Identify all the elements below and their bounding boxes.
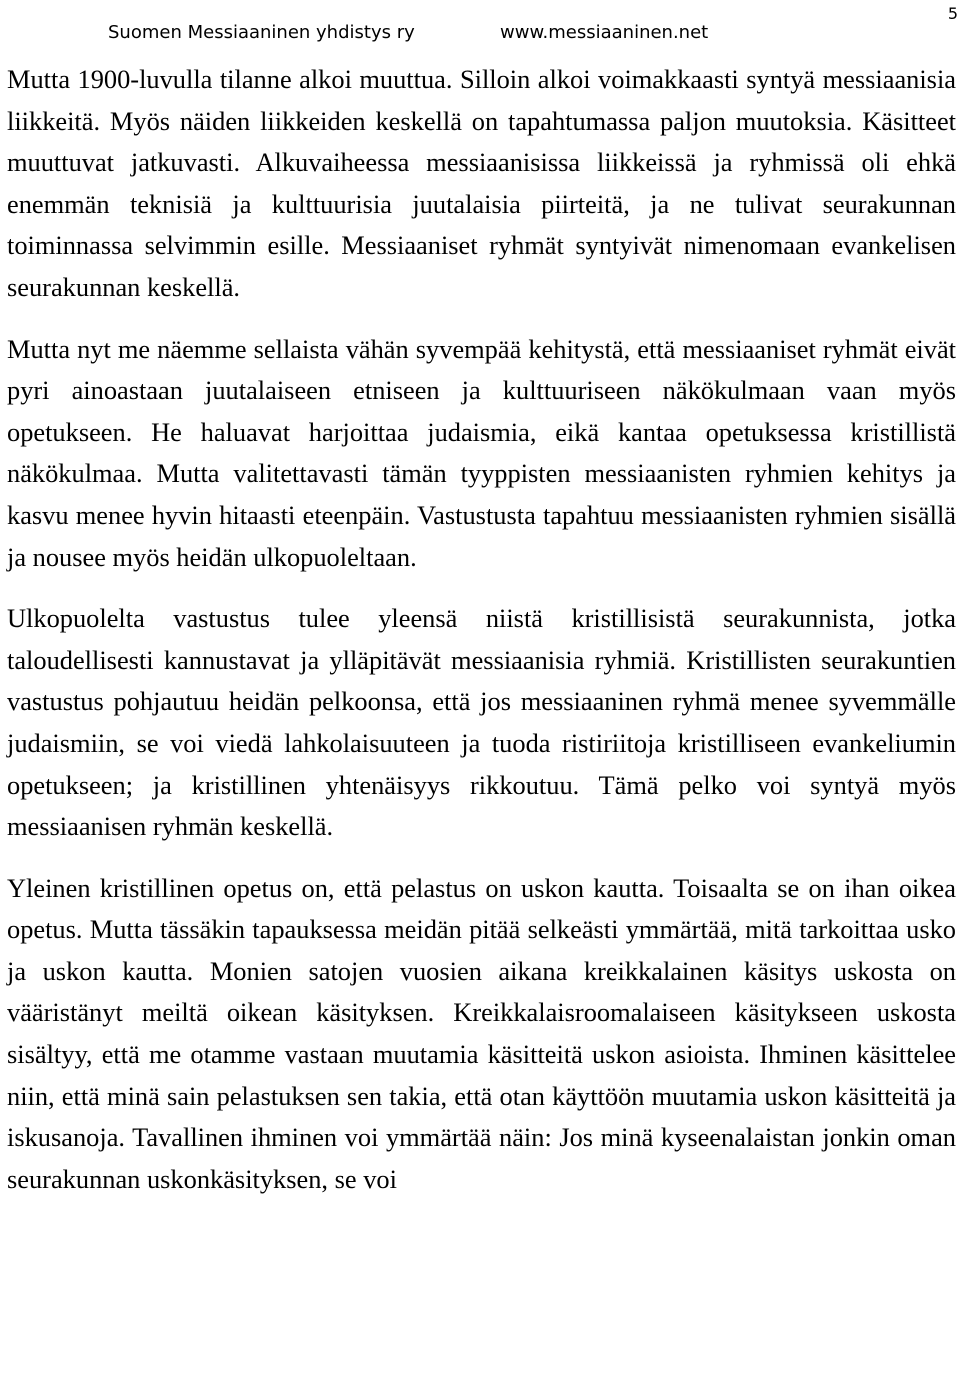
paragraph: Yleinen kristillinen opetus on, että pelastus on uskon kautta. Toisaalta se on ihan oikea opetus. Mutta tässäkin tapauksessa meidän pitää selkeästi ymmärtää, mitä tarkoittaa usko ja uskon kautta. Monien satojen vuosien aikana kreikkalainen käsitys uskosta on vääristänyt meiltä oikean käsityksen. Kreikkalaisroomalaiseen käsitykseen uskosta sisältyy, että me otamme vastaan muutamia käsitteitä uskon asioista. Ihminen käsittelee niin, että minä sain pelastuksen sen takia, että otan käyttöön muutamia uskon käsitteitä ja iskusanoja. Tavallinen ihminen voi ymmärtää näin: Jos minä kyseenalaistan jonkin oman seurakunnan uskonkäsityksen, se voi <box>7 872 956 1194</box>
page-number: 5 <box>947 4 958 23</box>
header-website: www.messiaaninen.net <box>500 22 709 43</box>
paragraph: Ulkopuolelta vastustus tulee yleensä niistä kristillisistä seurakunnista, jotka taloudellisesti kannustavat ja ylläpitävät messiaanisia ryhmiä. Kristillisten seurakuntien vastustus pohjautuu heidän pelkoonsa, että jos messiaaninen ryhmä menee syvemmälle judaismiin, se voi viedä lahkolaisuuteen ja tuoda ristiriitoja kristilliseen evankeliumin opetukseen; ja kristillinen yhtenäisyys rikkoutuu. Tämä pelko voi syntyä myös messiaanisen ryhmän keskellä. <box>7 603 956 842</box>
page-header <box>0 4 960 50</box>
paragraph: Mutta 1900-luvulla tilanne alkoi muuttua. Silloin alkoi voimakkaasti syntyä messiaanisia liikkeitä. Myös näiden liikkeiden keskellä on tapahtumassa paljon muutoksia. Käsitteet muuttuvat jatkuvasti. Alkuvaiheessa messiaanisissa liikkeissä ja ryhmissä oli ehkä enemmän teknisiä ja kulttuurisia juutalaisia piirteitä, ja ne tulivat seurakunnan toiminnassa selvimmin esille. Messiaaniset ryhmät syntyivät nimenomaan evankelisen seurakunnan keskellä. <box>7 64 956 302</box>
header-organization: Suomen Messiaaninen yhdistys ry <box>108 22 415 43</box>
document-body <box>7 59 956 1220</box>
paragraph: Mutta nyt me näemme sellaista vähän syvempää kehitystä, että messiaaniset ryhmät eivät pyri ainoastaan juutalaiseen etniseen ja kulttuuriseen näkökulmaan vaan myös opetukseen. He haluavat harjoittaa judaismia, eikä kantaa opetuksessa kristillistä näkökulmaa. Mutta valitettavasti tämän tyyppisten messiaanisten ryhmien kehitys ja kasvu menee hyvin hitaasti eteenpäin. Vastustusta tapahtuu messiaanisten ryhmien sisällä ja nousee myös heidän ulkopuoleltaan. <box>7 333 956 572</box>
